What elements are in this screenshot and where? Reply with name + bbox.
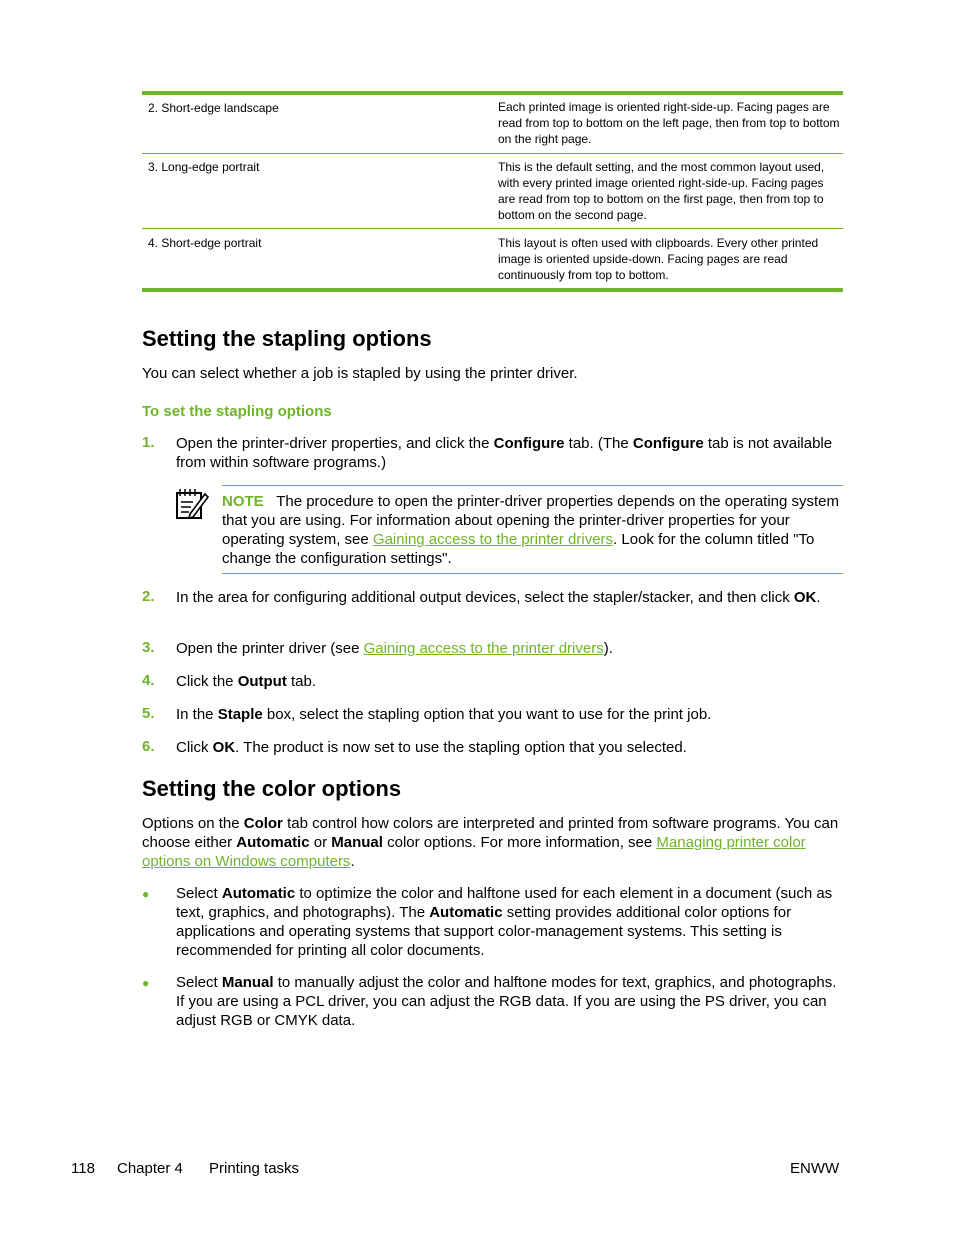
bullet-automatic-text: Select Automatic to optimize the color and halftone used for each element in a document (such as text, graphics, and photographs). The Automatic setting provides additional color options for applications and operating systems that support color-management systems. This setting is recommended for printing all color documents. [176,885,833,959]
color-intro: Options on the Color tab control how colors are interpreted and printed from software programs. You can choose either Automatic or Manual color options. For more information, see Managing printer color options on Windows computers. [142,815,839,870]
table-cell-layout: 2. Short-edge landscape [148,101,279,115]
stapling-intro: You can select whether a job is stapled by using the printer driver. [142,365,578,382]
step-number: 6. [142,738,155,755]
table-cell-description: This is the default setting, and the most common layout used, with every printed image oriented right-side-up. Facing pages are read from top to bottom on the first page, then from top to bottom on the second page. [498,160,825,222]
gaining-access-link[interactable]: Gaining access to the printer drivers [363,640,604,657]
step-1-text: Open the printer-driver properties, and click the Configure tab. (The Configure tab is not available from within software programs.) [176,435,833,471]
note-label: NOTE [222,493,264,510]
table-row-divider [142,153,843,154]
gaining-access-link[interactable]: Gaining access to the printer drivers [372,531,614,548]
table-cell-layout: 3. Long-edge portrait [148,160,260,174]
table-cell-layout: 4. Short-edge portrait [148,236,262,250]
step-3-text: Open the printer driver (see Gaining access to the printer drivers). [176,640,613,657]
step-number: 2. [142,588,155,605]
section-heading-color: Setting the color options [142,776,402,801]
step-number: 5. [142,705,155,722]
step-2-text: In the area for configuring additional output devices, select the stapler/stacker, and then click OK. [176,589,821,606]
footer-locale: ENWW [790,1160,840,1177]
step-5-text: In the Staple box, select the stapling option that you want to use for the print job. [176,706,712,723]
table-row-divider [142,228,843,229]
step-number: 3. [142,639,155,656]
table-cell-description: This layout is often used with clipboards. Every other printed image is oriented upside-down. Facing pages are read continuously from top to bottom. [498,236,819,282]
note-top-rule [222,485,843,486]
procedure-title: To set the stapling options [142,403,332,420]
footer-chapter: Chapter 4 [117,1160,183,1177]
managing-color-link[interactable]: Managing printer color options on Windows computers [142,834,806,870]
step-6-text: Click OK. The product is now set to use the stapling option that you selected. [176,739,687,756]
footer-page-number: 118 [71,1160,95,1177]
step-number: 4. [142,672,155,689]
table-top-rule [142,91,843,95]
bullet-icon: ● [142,887,150,901]
footer-section: Printing tasks [209,1160,300,1177]
table-bottom-rule [142,288,843,292]
note-pad-icon [175,488,209,520]
section-heading-stapling: Setting the stapling options [142,326,432,351]
bullet-manual-text: Select Manual to manually adjust the color and halftone modes for text, graphics, and photographs. If you are using a PCL driver, you can adjust the RGB data. If you are using the PS driver, you can adjust RGB or CMYK data. [176,974,837,1029]
note-bottom-rule [222,573,843,574]
step-number: 1. [142,434,155,451]
table-cell-description: Each printed image is oriented right-side-up. Facing pages are read from top to bottom on the left page, then from top to bottom on the right page. [498,100,840,146]
bullet-icon: ● [142,976,150,990]
step-4-text: Click the Output tab. [176,673,317,690]
note-text: NOTE The procedure to open the printer-driver properties depends on the operating system that you are using. For information about opening the printer-driver properties for your operating system, see Gaining access to the printer drivers. Look for the column titled "To change the configuration settings". [222,493,840,567]
